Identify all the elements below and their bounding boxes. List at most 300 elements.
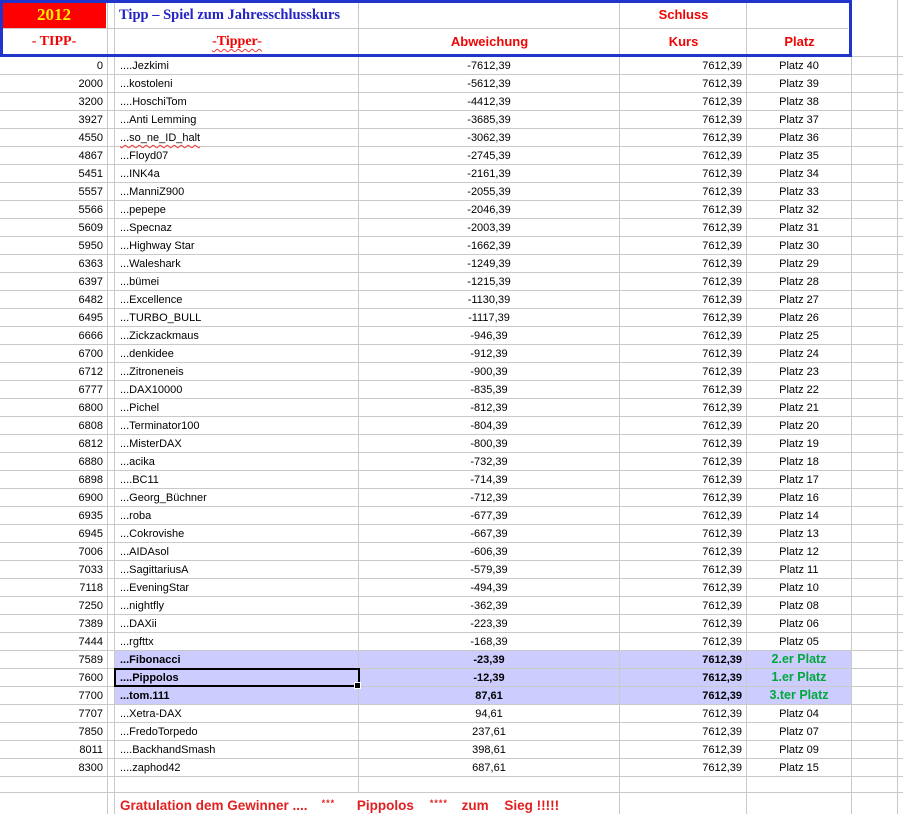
abweichung-cell[interactable]: -3685,39 xyxy=(359,111,620,128)
kurs-cell[interactable]: 7612,39 xyxy=(620,219,747,236)
platz-cell[interactable]: Platz 13 xyxy=(747,525,852,542)
extra-cell[interactable] xyxy=(852,291,898,308)
extra-cell[interactable] xyxy=(852,363,898,380)
abweichung-cell[interactable]: -1117,39 xyxy=(359,309,620,326)
extra-cell[interactable] xyxy=(852,435,898,452)
tipp-cell[interactable]: 5557 xyxy=(0,183,108,200)
abweichung-cell[interactable]: -946,39 xyxy=(359,327,620,344)
tipp-cell[interactable]: 7033 xyxy=(0,561,108,578)
kurs-cell[interactable]: 7612,39 xyxy=(620,147,747,164)
extra-cell[interactable] xyxy=(852,309,898,326)
tipper-cell[interactable]: ...Zickzackmaus xyxy=(115,327,359,344)
extra-cell[interactable] xyxy=(852,651,898,668)
kurs-cell[interactable]: 7612,39 xyxy=(620,129,747,146)
tipp-cell[interactable]: 7389 xyxy=(0,615,108,632)
platz-cell[interactable]: Platz 37 xyxy=(747,111,852,128)
kurs-cell[interactable]: 7612,39 xyxy=(620,345,747,362)
table-row xyxy=(0,255,903,273)
tipp-cell[interactable]: 7707 xyxy=(0,705,108,722)
empty-cell[interactable] xyxy=(747,777,852,792)
kurs-cell[interactable]: 7612,39 xyxy=(620,75,747,92)
gap-cell[interactable] xyxy=(108,111,115,128)
extra-cell[interactable] xyxy=(852,57,898,74)
tipper-cell[interactable]: ...Cokrovishe xyxy=(115,525,359,542)
platz-cell[interactable]: Platz 08 xyxy=(747,597,852,614)
abweichung-cell[interactable]: -3062,39 xyxy=(359,129,620,146)
extra-cell[interactable] xyxy=(852,201,898,218)
gap-cell[interactable] xyxy=(108,93,115,110)
extra-cell[interactable] xyxy=(852,615,898,632)
tipper-cell[interactable]: ...rgfttx xyxy=(115,633,359,650)
empty-cell[interactable] xyxy=(852,777,898,792)
tipp-cell[interactable]: 8300 xyxy=(0,759,108,776)
gap-cell[interactable] xyxy=(108,183,115,200)
kurs-cell[interactable]: 7612,39 xyxy=(620,453,747,470)
kurs-cell[interactable]: 7612,39 xyxy=(620,165,747,182)
platz-cell[interactable]: Platz 25 xyxy=(747,327,852,344)
gap-cell[interactable] xyxy=(108,633,115,650)
tipper-cell[interactable]: ...DAX10000 xyxy=(115,381,359,398)
kurs-cell[interactable]: 7612,39 xyxy=(620,435,747,452)
tipp-cell[interactable]: 6363 xyxy=(0,255,108,272)
abweichung-cell[interactable]: -4412,39 xyxy=(359,93,620,110)
extra-cell[interactable] xyxy=(852,489,898,506)
platz-cell[interactable]: Platz 28 xyxy=(747,273,852,290)
abweichung-cell[interactable]: 398,61 xyxy=(359,741,620,758)
header-platz[interactable]: Platz xyxy=(784,34,815,49)
tipper-cell[interactable]: ...bümei xyxy=(115,273,359,290)
platz-cell[interactable]: Platz 07 xyxy=(747,723,852,740)
tipp-cell[interactable]: 3927 xyxy=(0,111,108,128)
abweichung-cell[interactable]: -579,39 xyxy=(359,561,620,578)
platz-cell[interactable]: Platz 32 xyxy=(747,201,852,218)
tipp-cell[interactable]: 6482 xyxy=(0,291,108,308)
tipp-cell[interactable]: 6666 xyxy=(0,327,108,344)
abweichung-cell[interactable]: -223,39 xyxy=(359,615,620,632)
platz-cell[interactable]: Platz 36 xyxy=(747,129,852,146)
gap-cell[interactable] xyxy=(108,687,115,704)
gap-cell[interactable] xyxy=(108,147,115,164)
abweichung-cell[interactable]: -362,39 xyxy=(359,597,620,614)
kurs-cell[interactable]: 7612,39 xyxy=(620,633,747,650)
platz-cell[interactable]: Platz 05 xyxy=(747,633,852,650)
abweichung-cell[interactable]: -812,39 xyxy=(359,399,620,416)
platz-cell[interactable]: Platz 23 xyxy=(747,363,852,380)
gap-cell[interactable] xyxy=(108,561,115,578)
extra-cell[interactable] xyxy=(852,543,898,560)
platz-cell[interactable]: Platz 27 xyxy=(747,291,852,308)
abweichung-cell[interactable]: -800,39 xyxy=(359,435,620,452)
header-schluss[interactable]: Schluss xyxy=(658,7,709,22)
tipp-cell[interactable]: 7589 xyxy=(0,651,108,668)
tipper-cell[interactable]: ...SagittariusA xyxy=(115,561,359,578)
extra-cell[interactable] xyxy=(852,111,898,128)
abweichung-cell[interactable]: 87,61 xyxy=(359,687,620,704)
platz-cell[interactable]: Platz 24 xyxy=(747,345,852,362)
tipper-cell[interactable]: ...nightfly xyxy=(115,597,359,614)
kurs-cell[interactable]: 7612,39 xyxy=(620,759,747,776)
tipp-cell[interactable]: 4867 xyxy=(0,147,108,164)
abweichung-cell[interactable]: -804,39 xyxy=(359,417,620,434)
tipper-cell[interactable]: ...Pichel xyxy=(115,399,359,416)
tipper-cell[interactable]: ...denkidee xyxy=(115,345,359,362)
platz-cell[interactable]: Platz 39 xyxy=(747,75,852,92)
platz-cell[interactable]: Platz 38 xyxy=(747,93,852,110)
year-cell[interactable]: 2012 xyxy=(2,2,106,28)
extra-cell[interactable] xyxy=(852,345,898,362)
kurs-cell[interactable]: 7612,39 xyxy=(620,111,747,128)
kurs-cell[interactable]: 7612,39 xyxy=(620,291,747,308)
kurs-cell[interactable]: 7612,39 xyxy=(620,561,747,578)
empty-cell[interactable] xyxy=(620,777,747,792)
abweichung-cell[interactable]: -494,39 xyxy=(359,579,620,596)
tipp-cell[interactable]: 2000 xyxy=(0,75,108,92)
tipper-cell[interactable]: ...FredoTorpedo xyxy=(115,723,359,740)
abweichung-cell[interactable]: -667,39 xyxy=(359,525,620,542)
platz-cell[interactable]: 3.ter Platz xyxy=(747,687,852,704)
extra-cell[interactable] xyxy=(852,93,898,110)
tipp-cell[interactable]: 6900 xyxy=(0,489,108,506)
abweichung-cell[interactable]: -606,39 xyxy=(359,543,620,560)
sheet-title[interactable]: Tipp – Spiel zum Jahresschlusskurs xyxy=(119,7,341,23)
kurs-cell[interactable]: 7612,39 xyxy=(620,273,747,290)
tipp-cell[interactable]: 6712 xyxy=(0,363,108,380)
tipp-cell[interactable]: 5609 xyxy=(0,219,108,236)
kurs-cell[interactable]: 7612,39 xyxy=(620,57,747,74)
extra-cell[interactable] xyxy=(852,597,898,614)
extra-cell[interactable] xyxy=(852,633,898,650)
kurs-cell[interactable]: 7612,39 xyxy=(620,543,747,560)
empty-cell[interactable] xyxy=(359,777,620,792)
abweichung-cell[interactable]: -912,39 xyxy=(359,345,620,362)
abweichung-cell[interactable]: -2046,39 xyxy=(359,201,620,218)
platz-cell[interactable]: Platz 21 xyxy=(747,399,852,416)
header-kurs[interactable]: Kurs xyxy=(668,34,699,49)
extra-cell[interactable] xyxy=(852,669,898,686)
tipper-cell[interactable]: ...Highway Star xyxy=(115,237,359,254)
extra-cell[interactable] xyxy=(852,453,898,470)
gap-cell[interactable] xyxy=(108,597,115,614)
tipper-cell[interactable]: ...ManniZ900 xyxy=(115,183,359,200)
gap-cell[interactable] xyxy=(108,723,115,740)
kurs-cell[interactable]: 7612,39 xyxy=(620,507,747,524)
kurs-cell[interactable]: 7612,39 xyxy=(620,615,747,632)
kurs-cell[interactable]: 7612,39 xyxy=(620,183,747,200)
extra-cell[interactable] xyxy=(852,525,898,542)
tipp-cell[interactable]: 6880 xyxy=(0,453,108,470)
extra-cell[interactable] xyxy=(852,723,898,740)
platz-cell[interactable]: Platz 30 xyxy=(747,237,852,254)
tipper-cell[interactable]: ...tom.111 xyxy=(115,687,359,704)
platz-cell[interactable]: Platz 06 xyxy=(747,615,852,632)
extra-cell[interactable] xyxy=(852,579,898,596)
extra-cell[interactable] xyxy=(852,147,898,164)
fill-handle[interactable] xyxy=(354,682,361,689)
extra-cell[interactable] xyxy=(852,705,898,722)
abweichung-cell[interactable]: -1249,39 xyxy=(359,255,620,272)
tipp-cell[interactable]: 6812 xyxy=(0,435,108,452)
abweichung-cell[interactable]: -2745,39 xyxy=(359,147,620,164)
kurs-cell[interactable]: 7612,39 xyxy=(620,597,747,614)
gap-cell[interactable] xyxy=(108,75,115,92)
tipp-cell[interactable]: 7700 xyxy=(0,687,108,704)
tipp-cell[interactable]: 6945 xyxy=(0,525,108,542)
abweichung-cell[interactable]: 237,61 xyxy=(359,723,620,740)
extra-cell[interactable] xyxy=(852,273,898,290)
tipper-cell[interactable]: ....HoschiTom xyxy=(115,93,359,110)
platz-cell[interactable]: Platz 14 xyxy=(747,507,852,524)
tipp-cell[interactable]: 3200 xyxy=(0,93,108,110)
tipper-cell[interactable]: ...Excellence xyxy=(115,291,359,308)
platz-cell[interactable]: Platz 09 xyxy=(747,741,852,758)
tipper-cell[interactable]: ...acika xyxy=(115,453,359,470)
platz-cell[interactable]: Platz 04 xyxy=(747,705,852,722)
platz-cell[interactable]: Platz 18 xyxy=(747,453,852,470)
gap-cell[interactable] xyxy=(108,651,115,668)
kurs-cell[interactable]: 7612,39 xyxy=(620,201,747,218)
abweichung-cell[interactable]: -714,39 xyxy=(359,471,620,488)
abweichung-cell[interactable]: -1130,39 xyxy=(359,291,620,308)
tipper-cell[interactable]: ...Anti Lemming xyxy=(115,111,359,128)
abweichung-cell[interactable]: -2003,39 xyxy=(359,219,620,236)
abweichung-cell[interactable]: -1215,39 xyxy=(359,273,620,290)
abweichung-cell[interactable]: -732,39 xyxy=(359,453,620,470)
platz-cell[interactable]: Platz 22 xyxy=(747,381,852,398)
extra-cell[interactable] xyxy=(852,741,898,758)
platz-cell[interactable]: Platz 10 xyxy=(747,579,852,596)
abweichung-cell[interactable]: -2161,39 xyxy=(359,165,620,182)
extra-cell[interactable] xyxy=(852,759,898,776)
kurs-cell[interactable]: 7612,39 xyxy=(620,687,747,704)
tipper-cell[interactable]: ...Floyd07 xyxy=(115,147,359,164)
extra-cell[interactable] xyxy=(852,129,898,146)
tipp-cell[interactable]: 7850 xyxy=(0,723,108,740)
abweichung-cell[interactable]: 687,61 xyxy=(359,759,620,776)
platz-cell[interactable]: Platz 11 xyxy=(747,561,852,578)
tipper-cell[interactable]: ....zaphod42 xyxy=(115,759,359,776)
empty-cell[interactable] xyxy=(0,777,108,792)
tipp-cell[interactable]: 7250 xyxy=(0,597,108,614)
extra-cell[interactable] xyxy=(852,507,898,524)
gap-cell[interactable] xyxy=(108,417,115,434)
gap-cell[interactable] xyxy=(108,705,115,722)
gap-cell[interactable] xyxy=(108,399,115,416)
tipp-cell[interactable]: 6777 xyxy=(0,381,108,398)
empty-cell[interactable] xyxy=(108,777,115,792)
abweichung-cell[interactable]: -5612,39 xyxy=(359,75,620,92)
tipp-cell[interactable]: 6700 xyxy=(0,345,108,362)
gap-cell[interactable] xyxy=(108,381,115,398)
abweichung-cell[interactable]: -1662,39 xyxy=(359,237,620,254)
abweichung-cell[interactable]: -7612,39 xyxy=(359,57,620,74)
kurs-cell[interactable]: 7612,39 xyxy=(620,363,747,380)
tipper-cell[interactable]: ...pepepe xyxy=(115,201,359,218)
platz-cell[interactable]: Platz 15 xyxy=(747,759,852,776)
tipper-cell[interactable]: ...AIDAsol xyxy=(115,543,359,560)
sliver-cell xyxy=(898,129,903,146)
gap-cell[interactable] xyxy=(108,543,115,560)
kurs-cell[interactable]: 7612,39 xyxy=(620,399,747,416)
abweichung-cell[interactable]: 94,61 xyxy=(359,705,620,722)
table-row xyxy=(0,237,903,255)
tipper-cell[interactable]: ...TURBO_BULL xyxy=(115,309,359,326)
tipp-cell[interactable]: 5451 xyxy=(0,165,108,182)
abweichung-cell[interactable]: -2055,39 xyxy=(359,183,620,200)
gap-cell[interactable] xyxy=(108,201,115,218)
header-abweichung[interactable]: Abweichung xyxy=(450,34,529,49)
abweichung-cell[interactable]: -900,39 xyxy=(359,363,620,380)
tipper-cell[interactable]: ...Zitroneneis xyxy=(115,363,359,380)
extra-cell[interactable] xyxy=(852,75,898,92)
gap-cell[interactable] xyxy=(108,309,115,326)
tipp-cell[interactable]: 5566 xyxy=(0,201,108,218)
kurs-cell[interactable]: 7612,39 xyxy=(620,489,747,506)
tipper-cell[interactable]: ...so_ne_ID_halt xyxy=(115,129,359,146)
kurs-cell[interactable]: 7612,39 xyxy=(620,327,747,344)
sliver-cell xyxy=(898,489,903,506)
gap-cell[interactable] xyxy=(108,165,115,182)
extra-cell[interactable] xyxy=(852,471,898,488)
kurs-cell[interactable]: 7612,39 xyxy=(620,669,747,686)
abweichung-cell[interactable]: -12,39 xyxy=(359,669,620,686)
gap-cell[interactable] xyxy=(108,129,115,146)
gap-cell[interactable] xyxy=(108,507,115,524)
gap-cell[interactable] xyxy=(108,363,115,380)
kurs-cell[interactable]: 7612,39 xyxy=(620,237,747,254)
platz-cell[interactable]: Platz 34 xyxy=(747,165,852,182)
extra-cell[interactable] xyxy=(852,327,898,344)
gap-cell[interactable] xyxy=(108,741,115,758)
tipper-cell[interactable]: ...Xetra-DAX xyxy=(115,705,359,722)
kurs-cell[interactable]: 7612,39 xyxy=(620,525,747,542)
platz-cell[interactable]: 1.er Platz xyxy=(747,669,852,686)
platz-cell[interactable]: Platz 31 xyxy=(747,219,852,236)
tipp-cell[interactable]: 8011 xyxy=(0,741,108,758)
kurs-cell[interactable]: 7612,39 xyxy=(620,651,747,668)
tipp-cell[interactable]: 7444 xyxy=(0,633,108,650)
tipper-cell[interactable]: ...Waleshark xyxy=(115,255,359,272)
gap-cell[interactable] xyxy=(108,345,115,362)
extra-cell[interactable] xyxy=(852,237,898,254)
gap-cell[interactable] xyxy=(108,255,115,272)
abweichung-cell[interactable]: -23,39 xyxy=(359,651,620,668)
kurs-cell[interactable]: 7612,39 xyxy=(620,417,747,434)
extra-cell[interactable] xyxy=(852,417,898,434)
platz-cell[interactable]: Platz 40 xyxy=(747,57,852,74)
gap-cell[interactable] xyxy=(108,471,115,488)
gap-cell[interactable] xyxy=(108,453,115,470)
tipp-cell[interactable]: 6808 xyxy=(0,417,108,434)
kurs-cell[interactable]: 7612,39 xyxy=(620,741,747,758)
header-tipp[interactable]: - TIPP- xyxy=(31,34,77,49)
tipp-cell[interactable]: 6495 xyxy=(0,309,108,326)
tipper-cell[interactable]: ...DAXii xyxy=(115,615,359,632)
platz-cell[interactable]: Platz 16 xyxy=(747,489,852,506)
platz-cell[interactable]: Platz 12 xyxy=(747,543,852,560)
kurs-cell[interactable]: 7612,39 xyxy=(620,255,747,272)
empty-cell[interactable] xyxy=(115,777,359,792)
kurs-cell[interactable]: 7612,39 xyxy=(620,723,747,740)
tipp-cell[interactable]: 7006 xyxy=(0,543,108,560)
gap-cell[interactable] xyxy=(108,219,115,236)
extra-cell[interactable] xyxy=(852,381,898,398)
gap-cell[interactable] xyxy=(108,489,115,506)
kurs-cell[interactable]: 7612,39 xyxy=(620,705,747,722)
tipper-cell[interactable]: ...roba xyxy=(115,507,359,524)
tipper-cell[interactable]: ....Jezkimi xyxy=(115,57,359,74)
tipp-cell[interactable]: 0 xyxy=(0,57,108,74)
platz-cell[interactable]: Platz 35 xyxy=(747,147,852,164)
tipper-cell[interactable]: ...Specnaz xyxy=(115,219,359,236)
header-tipper[interactable] xyxy=(115,29,359,54)
gap-cell[interactable] xyxy=(108,327,115,344)
tipp-cell[interactable]: 6935 xyxy=(0,507,108,524)
gap-cell[interactable] xyxy=(108,525,115,542)
tipp-cell[interactable]: 4550 xyxy=(0,129,108,146)
abweichung-cell[interactable]: -712,39 xyxy=(359,489,620,506)
kurs-cell[interactable]: 7612,39 xyxy=(620,381,747,398)
extra-cell[interactable] xyxy=(852,255,898,272)
abweichung-cell[interactable]: -168,39 xyxy=(359,633,620,650)
extra-cell[interactable] xyxy=(852,687,898,704)
platz-cell[interactable]: Platz 17 xyxy=(747,471,852,488)
gap-cell[interactable] xyxy=(108,579,115,596)
gap-cell[interactable] xyxy=(108,57,115,74)
tipp-cell[interactable]: 6800 xyxy=(0,399,108,416)
tipper-cell[interactable]: ....BC11 xyxy=(115,471,359,488)
gap-cell[interactable] xyxy=(108,615,115,632)
kurs-cell[interactable]: 7612,39 xyxy=(620,471,747,488)
kurs-cell[interactable]: 7612,39 xyxy=(620,309,747,326)
tipper-cell[interactable]: ...Fibonacci xyxy=(115,651,359,668)
tipp-cell[interactable]: 5950 xyxy=(0,237,108,254)
extra-cell[interactable] xyxy=(852,561,898,578)
tipp-cell[interactable]: 6397 xyxy=(0,273,108,290)
extra-cell[interactable] xyxy=(852,183,898,200)
gap-cell[interactable] xyxy=(108,669,115,686)
tipper-cell[interactable]: ...kostoleni xyxy=(115,75,359,92)
gap-cell[interactable] xyxy=(108,759,115,776)
gap-cell[interactable] xyxy=(108,273,115,290)
kurs-cell[interactable]: 7612,39 xyxy=(620,579,747,596)
tipp-cell[interactable]: 7600 xyxy=(0,669,108,686)
extra-cell[interactable] xyxy=(852,399,898,416)
tipp-cell[interactable]: 6898 xyxy=(0,471,108,488)
tipper-cell[interactable]: ....BackhandSmash xyxy=(115,741,359,758)
platz-cell[interactable]: 2.er Platz xyxy=(747,651,852,668)
tipper-cell[interactable]: ...EveningStar xyxy=(115,579,359,596)
abweichung-cell[interactable]: -677,39 xyxy=(359,507,620,524)
platz-cell[interactable]: Platz 33 xyxy=(747,183,852,200)
extra-cell[interactable] xyxy=(852,219,898,236)
platz-cell[interactable]: Platz 29 xyxy=(747,255,852,272)
extra-cell[interactable] xyxy=(852,165,898,182)
platz-cell[interactable]: Platz 19 xyxy=(747,435,852,452)
gap-cell[interactable] xyxy=(108,435,115,452)
tipper-cell[interactable]: ...Georg_Büchner xyxy=(115,489,359,506)
tipper-cell[interactable]: ...MisterDAX xyxy=(115,435,359,452)
tipper-cell[interactable]: ...INK4a xyxy=(115,165,359,182)
kurs-cell[interactable]: 7612,39 xyxy=(620,93,747,110)
tipper-cell[interactable]: ...Terminator100 xyxy=(115,417,359,434)
platz-cell[interactable]: Platz 26 xyxy=(747,309,852,326)
gap-cell[interactable] xyxy=(108,237,115,254)
selected-cell[interactable]: ....Pippolos xyxy=(115,669,359,686)
abweichung-cell[interactable]: -835,39 xyxy=(359,381,620,398)
platz-cell[interactable]: Platz 20 xyxy=(747,417,852,434)
gap-cell[interactable] xyxy=(108,291,115,308)
tipp-cell[interactable]: 7118 xyxy=(0,579,108,596)
